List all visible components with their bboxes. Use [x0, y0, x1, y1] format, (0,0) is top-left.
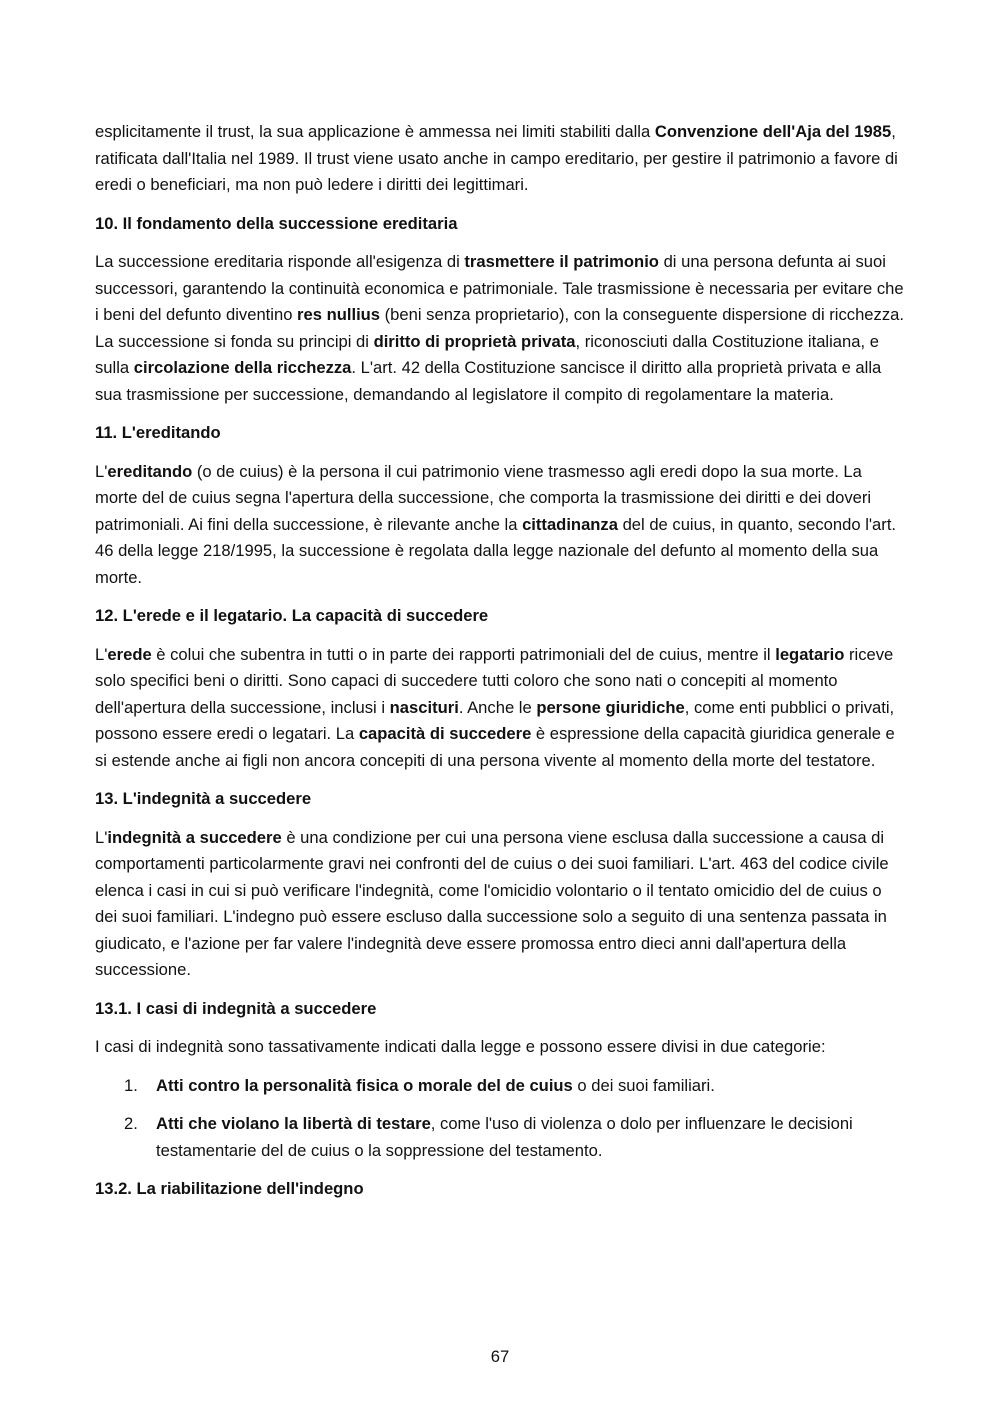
text-run: esplicitamente il trust, la sua applicazione è ammessa nei limiti stabiliti dalla	[95, 122, 655, 141]
text-run: o dei suoi familiari.	[572, 1075, 715, 1095]
text-run: di una persona defunta ai suoi successori, garantendo la continuità economica e patrimoniale. Tale trasmissione è necessaria per evitare che i beni del defunto diventino	[95, 252, 904, 324]
bold-run: circolazione della ricchezza	[133, 358, 352, 377]
bold-run: indegnità a succedere	[107, 827, 282, 847]
text-run: , come enti pubblici o privati, possono essere eredi o legatari. La	[95, 697, 895, 743]
text-run: è una condizione per cui una persona viene esclusa dalla successione a causa di comportamenti particolarmente gravi nei confronti del de cuius o dei suoi familiari. L'art. 463 del codice civile elenca i casi in cui si può verificare l'indegnità, come l'omicidio volontario o il tentato omicidio del de cuius o dei suoi familiari. L'indegno può essere escluso dalla successione solo a seguito di una sentenza passata in giudicato, e l'azione per far valere l'indegnità deve essere promossa entro dieci anni dall'apertura della successione.	[95, 827, 889, 979]
text-run: riceve solo specifici beni o diritti. Sono capaci di succedere tutti coloro che sono nati o concepiti al momento dell'apertura della successione, inclusi i	[95, 644, 894, 717]
bold-run: Atti che violano la libertà di testare	[156, 1114, 431, 1133]
document-page	[95, 119, 907, 1215]
list-item	[95, 1073, 907, 1100]
bold-run: capacità di succedere	[358, 724, 532, 743]
page-number: 67	[490, 1347, 510, 1366]
bold-run: cittadinanza	[522, 514, 618, 534]
paragraph-trust	[95, 119, 907, 199]
text-run: L'	[95, 827, 108, 847]
text-run: La successione ereditaria risponde all'esigenza di	[95, 252, 465, 271]
bold-run: nascituri	[389, 697, 459, 717]
text-run: . Anche le	[458, 697, 537, 717]
list-number: 1.	[124, 1075, 138, 1095]
text-run: (o de cuius) è la persona il cui patrimonio viene trasmesso agli eredi dopo la sua morte. La morte del de cuius segna l'apertura della successione, che comporta la trasmissione dei diritti e dei doveri patrimoniali. Ai fini della successione, è rilevante anche la	[95, 461, 872, 534]
bold-run: trasmettere il patrimonio	[464, 252, 659, 271]
text-run: L'	[95, 461, 108, 481]
list-number: 2.	[124, 1114, 138, 1133]
section-heading-11: 11. L'ereditando	[95, 423, 221, 442]
text-run: del de cuius, in quanto, secondo l'art. 46 della legge 218/1995, la successione è regolata dalla legge nazionale del defunto al momento della sua morte.	[95, 514, 897, 587]
bold-run: Convenzione dell'Aja del 1985	[654, 122, 892, 141]
text-run: . L'art. 42 della Costituzione sancisce il diritto alla proprietà privata e alla sua trasmissione per successione, demandando al legislatore il compito di regolamentare la materia.	[95, 358, 882, 404]
text-run: è colui che subentra in tutti o in parte dei rapporti patrimoniali del de cuius, mentre il	[151, 644, 776, 664]
bold-run: erede	[107, 644, 152, 664]
section-heading-13-2: 13.2. La riabilitazione dell'indegno	[95, 1179, 364, 1198]
bold-run: res nullius	[297, 305, 381, 324]
bold-run: diritto di proprietà privata	[373, 331, 576, 351]
section-heading-13-1: 13.1. I casi di indegnità a succedere	[95, 998, 377, 1018]
bold-run: persone giuridiche	[536, 697, 685, 717]
text-run: , ratificata dall'Italia nel 1989. Il trust viene usato anche in campo ereditario, per gestire il patrimonio a favore di eredi o beneficiari, ma non può ledere i diritti dei legittimari.	[95, 122, 898, 194]
text-run: , come l'uso di violenza o dolo per influenzare le decisioni testamentarie del de cuius o la soppressione del testamento.	[156, 1114, 853, 1160]
section-heading-13: 13. L'indegnità a succedere	[95, 789, 312, 808]
paragraph-section-12	[95, 642, 907, 775]
bold-run: legatario	[775, 644, 845, 664]
text-run: L'	[95, 644, 108, 664]
numbered-list	[95, 1073, 907, 1165]
text-run: (beni senza proprietario), con la conseguente dispersione di ricchezza. La successione si fonda su principi di	[95, 305, 904, 351]
paragraph-section-11	[95, 459, 907, 592]
section-heading-12: 12. L'erede e il legatario. La capacità di succedere	[95, 606, 489, 625]
text-run: , riconosciuti dalla Costituzione italiana, e sulla	[95, 331, 879, 377]
paragraph-section-13-1: I casi di indegnità sono tassativamente indicati dalla legge e possono essere divisi in due categorie:	[95, 1037, 826, 1056]
bold-run: Atti contro la personalità fisica o morale del de cuius	[156, 1075, 573, 1095]
paragraph-section-13	[95, 825, 907, 984]
section-heading-10: 10. Il fondamento della successione ereditaria	[95, 213, 458, 233]
paragraph-section-10	[95, 249, 907, 408]
text-run: è espressione della capacità giuridica generale e si estende anche ai figli non ancora concepiti di una persona vivente al momento della morte del testatore.	[95, 724, 895, 770]
list-item	[95, 1111, 907, 1164]
bold-run: ereditando	[107, 461, 193, 481]
